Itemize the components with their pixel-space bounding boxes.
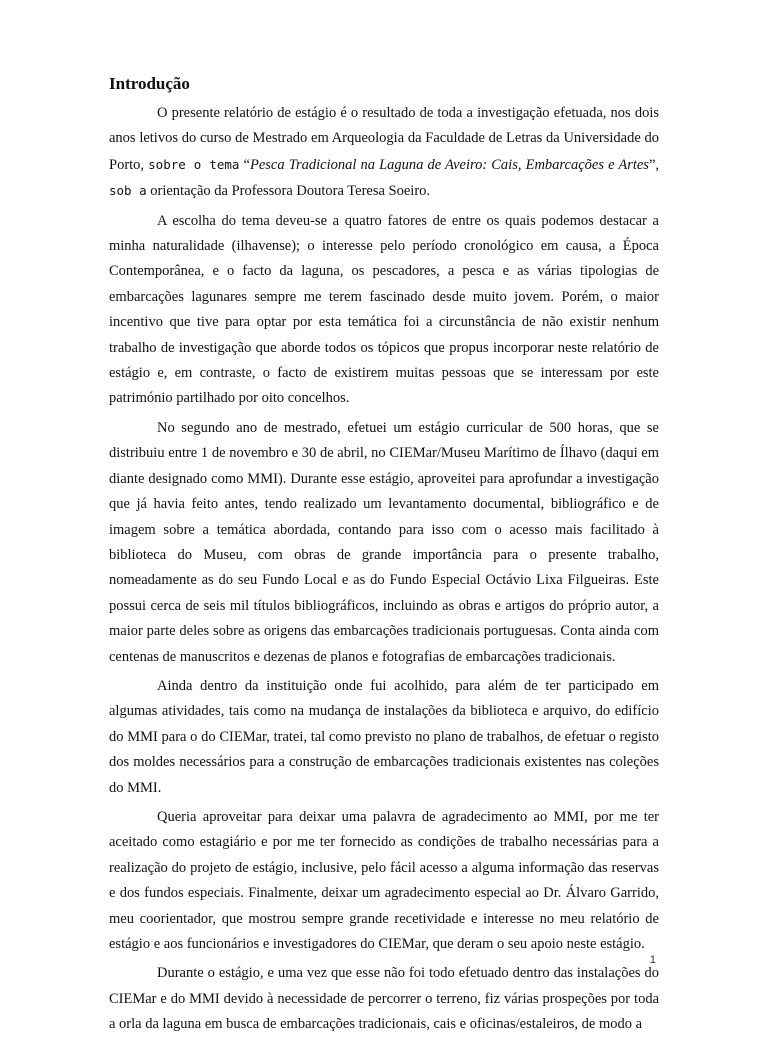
paragraph-1-text-a: O presente relatório de estágio é o resultado de toda a investigação efetuada, nos dois anos letivos do curso de Mestrado em Arqueologia da Faculdade de Letras da Universidade do Porto,	[109, 105, 659, 173]
paragraph-1-italic-title: Pesca Tradicional na Laguna de Aveiro: Cais, Embarcações e Artes	[249, 156, 649, 173]
paragraph-5: Queria aproveitar para deixar uma palavra de agradecimento ao MMI, por me ter aceitado como estagiário e por me ter fornecido as condições de trabalho necessárias para a realização do projeto de estágio, inclusive, pelo fácil acesso a alguma informação das reservas e dos fundos especiais. Finalmente, deixar um agradecimento especial ao Dr. Álvaro Garrido, meu coorientador, que mostrou sempre grande recetividade e interesse no meu relatório de estágio e aos funcionários e investigadores do CIEMar, que deram o seu apoio neste estágio.	[109, 808, 659, 952]
section-title: Introdução	[109, 74, 190, 93]
paragraph-3: No segundo ano de mestrado, efetuei um estágio curricular de 500 horas, que se distribuiu entre 1 de novembro e 30 de abril, no CIEMar/Museu Marítimo de Ílhavo (daqui em diante designado como MMI). Durante esse estágio, aproveitei para aprofundar a investigação que já havia feito antes, tendo realizado um levantamento documental, bibliográfico e de imagem sobre a temática abordada, contando para isso com o acesso mais facilitado à biblioteca do Museu, com obras de grande importância para o presente trabalho, nomeadamente as do seu Fundo Local e as do Fundo Especial Octávio Lixa Filgueiras. Este possui cerca de seis mil títulos bibliográficos, incluindo as obras e artigos do próprio autor, a maior parte deles sobre as origens das embarcações tradicionais portuguesas. Conta ainda com centenas de manuscritos e dezenas de planos e fotografias de embarcações tradicionais.	[109, 419, 659, 665]
document-body	[109, 72, 659, 1042]
paragraph-1	[109, 101, 659, 205]
page-number: 1	[649, 954, 656, 966]
paragraph-1-text-d: orientação da Professora Doutora Teresa Soeiro.	[146, 183, 431, 200]
paragraph-1-text-c: ”,	[648, 156, 660, 173]
paragraph-1-mono-b: sob a	[109, 183, 147, 199]
paragraph-1-text-b: “	[239, 156, 250, 173]
paragraph-1-mono-a: sobre o tema	[148, 156, 240, 172]
paragraph-4: Ainda dentro da instituição onde fui acolhido, para além de ter participado em algumas atividades, tais como na mudança de instalações da biblioteca e arquivo, do edifício do MMI para o do CIEMar, tratei, tal como previsto no plano de trabalhos, de efetuar o registo dos moldes necessários para a construção de embarcações tradicionais existentes nas coleções do MMI.	[109, 677, 659, 796]
paragraph-6: Durante o estágio, e uma vez que esse não foi todo efetuado dentro das instalações do CIEMar e do MMI devido à necessidade de percorrer o terreno, fiz várias prospeções por toda a orla da laguna em busca de embarcações tradicionais, cais e oficinas/estaleiros, de modo a	[109, 965, 659, 1033]
paragraph-2: A escolha do tema deveu-se a quatro fatores de entre os quais podemos destacar a minha naturalidade (ilhavense); o interesse pelo período cronológico em causa, a Época Contemporânea, e o facto da laguna, os pescadores, a pesca e as várias tipologias de embarcações lagunares sempre me terem fascinado desde muito jovem. Porém, o maior incentivo que tive para optar por esta temática foi a circunstância de não existir nenhum trabalho de investigação que aborde todos os tópicos que propus incorporar neste relatório de estágio e, em contraste, o facto de existirem muitas pessoas que se interessam por este património partilhado por oito concelhos.	[109, 212, 659, 407]
